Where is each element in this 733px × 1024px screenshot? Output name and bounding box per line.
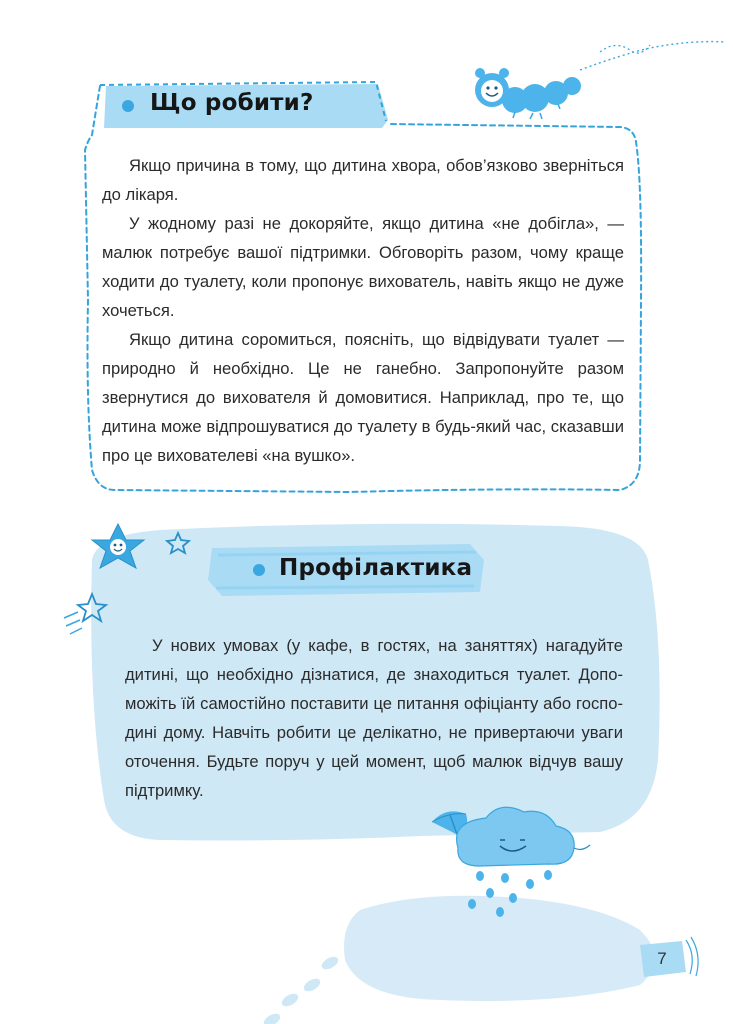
section1-title: Що робити? [150, 90, 314, 116]
section1-paragraph: У жодному разі не докоряйте, якщо дитина «не добігла», — малюк потребує вашої підтримки. Обговоріть разом, чому краще ходити до туалету, коли пропонує вихователь, навіть якщо не дуже хочеться. [102, 214, 624, 320]
section2-body [125, 631, 623, 805]
footprints-icon [262, 954, 341, 1024]
section1-paragraph: Якщо дитина соромиться, поясніть, що відвідувати туалет — природно й необхідно. Це не ганебно. Запропонуйте разом звернутися до вихователя й домовитися. Наприклад, про те, що дитина може відпрошуватися до туалету в будь-який час, сказавши про це вихователеві «на вушко». [102, 330, 624, 465]
section2-title: Профілактика [279, 555, 473, 581]
section1-body [102, 151, 624, 470]
section2-bullet [253, 564, 265, 576]
section1-paragraph: Якщо причина в тому, що дитина хвора, обов’язково зверніться до лікаря. [102, 156, 624, 204]
section1-bullet [122, 100, 134, 112]
section2-paragraph: У нових умовах (у кафе, в гостях, на заняттях) нагадуйте дитині, що необхідно дізнатися, де знаходиться туалет. Допоможіть їй самостійно поставити це питання офіціанту або господині дому. Навчіть робити це делікатно, не привертаючи уваги оточення. Будьте поруч у цей момент, щоб малюк відчув вашу підтримку. [125, 636, 623, 800]
page-number: 7 [657, 949, 667, 968]
caterpillar-icon [475, 42, 725, 119]
